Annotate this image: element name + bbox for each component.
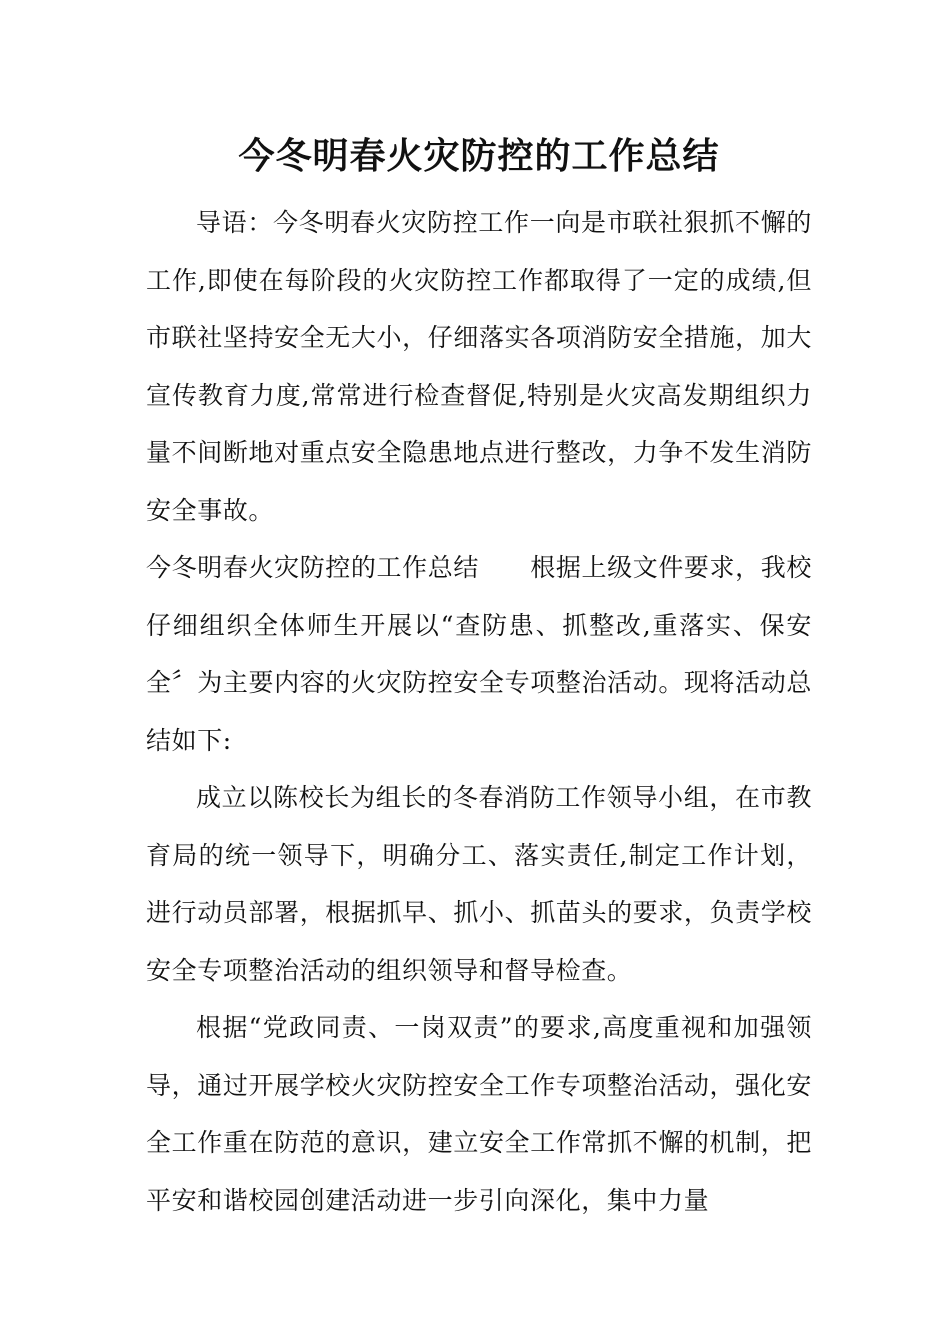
document-body xyxy=(146,194,812,1229)
document-title: 今冬明春火灾防控的工作总结 xyxy=(238,135,720,177)
paragraph-summary-start: 今冬明春火灾防控的工作总结 根据上级文件要求，我校仔细组织全体师生开展以“查防患、抓整改,重落实、保安全〞为主要内容的火灾防控安全专项整治活动。现将活动总结如下: xyxy=(146,553,812,755)
paragraph-leadership: 成立以陈校长为组长的冬春消防工作领导小组，在市教育局的统一领导下，明确分工、落实责任,制定工作计划，进行动员部署，根据抓早、抓小、抓苗头的要求，负责学校安全专项整治活动的组织领导和督导检查。 xyxy=(146,783,812,985)
paragraph-responsibility: 根据“党政同责、一岗双责”的要求,高度重视和加强领导，通过开展学校火灾防控安全工作专项整治活动，强化安全工作重在防范的意识，建立安全工作常抓不懈的机制，把平安和谐校园创建活动进一步引向深化，集中力量 xyxy=(146,1013,812,1215)
paragraph-intro: 导语：今冬明春火灾防控工作一向是市联社狠抓不懈的工作,即使在每阶段的火灾防控工作都取得了一定的成绩,但市联社坚持安全无大小，仔细落实各项消防安全措施，加大宣传教育力度,常常进行检查督促,特别是火灾高发期组织力量不间断地对重点安全隐患地点进行整改，力争不发生消防安全事故。 xyxy=(146,208,812,525)
